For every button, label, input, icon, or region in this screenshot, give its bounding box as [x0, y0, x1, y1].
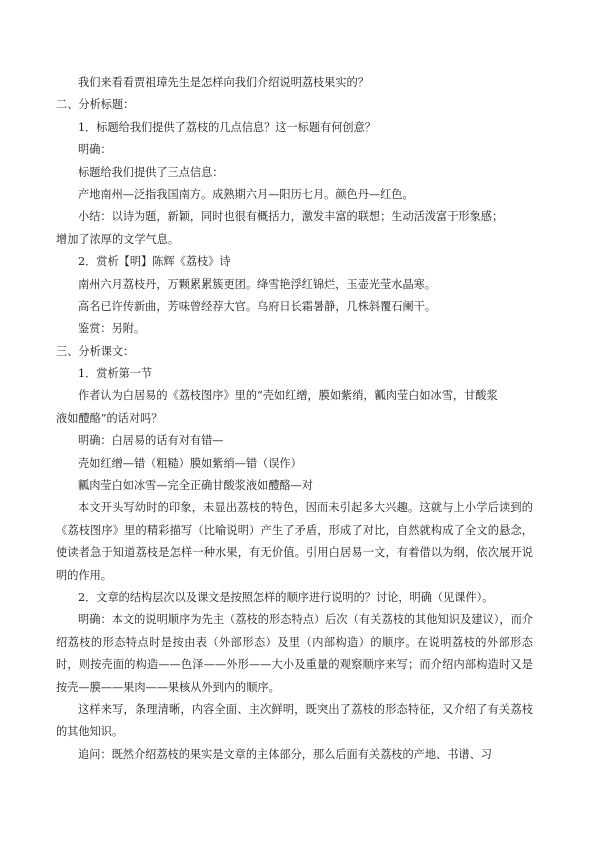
analysis-flesh: 瓤肉莹白如冰雪—完全正确甘酸浆液如醴酪—对	[78, 479, 313, 493]
summary-line-1: 小结：以诗为题，新颖，同时也很有概括力，激发丰富的联想；生动活泼富于形象感；	[78, 210, 504, 224]
question-1: 1．标题给我们提供了荔枝的几点信息？这一标题有何创意？	[78, 120, 376, 134]
question-2: 2．文章的结构层次以及课文是按照怎样的顺序进行说明的？讨论，明确（见课件）。	[78, 591, 494, 605]
poem-line-2: 高名已许传新曲，芳味曾经荐大官。乌府日长霜暑静，几株斜覆石阑干。	[78, 299, 437, 313]
analysis-shell: 壳如红缯—错（粗糙）膜如紫绡—错（误作）	[78, 456, 302, 470]
answer-bai-juyi: 明确：白居易的话有对有错—	[78, 434, 224, 448]
poem-heading: 2．赏析【明】陈辉《荔枝》诗	[78, 255, 231, 269]
answer-label: 明确：	[78, 143, 112, 157]
poem-line-1: 南州六月荔枝丹，万颗累累簇更团。绛雪艳浮红锦烂，玉壶光莹水晶寒。	[78, 277, 437, 291]
section-heading-2: 二、分析标题：	[56, 98, 135, 112]
intro-question: 我们来看看贾祖璋先生是怎样向我们介绍说明荔枝果实的？	[78, 76, 369, 89]
question-bai-juyi-2: 液如醴酪”的话对吗？	[56, 411, 163, 425]
question-bai-juyi-1: 作者认为白居易的《荔枝图序》里的“壳如红缯，膜如紫绡，瓤肉莹白如冰雪，甘酸浆	[78, 389, 498, 403]
paragraph-structure: 明确：本文的说明顺序为先主（荔枝的形态特点）后次（有关荔枝的其他知识及建议），而介绍荔枝的形态特点时是按由表（外部形态）及里（内部构造）的顺序。在说明荔枝的外部形态时，则按壳面的构造——色泽——外形——大小及重量的观察顺序来写；而介绍内部构造时又是按壳—膜——果肉——果核从外到内的顺序。	[56, 613, 533, 694]
subsection-1: 1．赏析第一节	[78, 367, 153, 381]
paragraph-follow-up: 追问：既然介绍荔枝的果实是文章的主体部分，那么后面有关荔枝的产地、书谱、习	[78, 747, 492, 761]
paragraph-opening-analysis: 本文开头写幼时的印象，未显出荔枝的特色，因而未引起多大兴趣。这就与上小学后读到的《荔枝图序》里的精彩描写（比喻说明）产生了矛盾，形成了对比，自然就构成了全文的悬念，使读者急于知道荔枝是怎样一种水果，有无价值。引用白居易一文，有着借以为纲，依次展开说明的作用。	[56, 501, 533, 582]
document-body	[56, 72, 533, 766]
section-heading-3: 三、分析课文：	[56, 344, 135, 358]
answer-intro: 标题给我们提供了三点信息：	[78, 165, 224, 179]
appreciation-note: 鉴赏：另附。	[78, 322, 146, 336]
summary-line-2: 增加了浓厚的文学气息。	[56, 232, 180, 246]
answer-points: 产地南州—泛指我国南方。成熟期六月—阳历七月。颜色丹—红色。	[78, 187, 414, 201]
paragraph-summary: 这样来写，条理清晰，内容全面、主次鲜明，既突出了荔枝的形态特征，又介绍了有关荔枝的其他知识。	[56, 703, 533, 739]
